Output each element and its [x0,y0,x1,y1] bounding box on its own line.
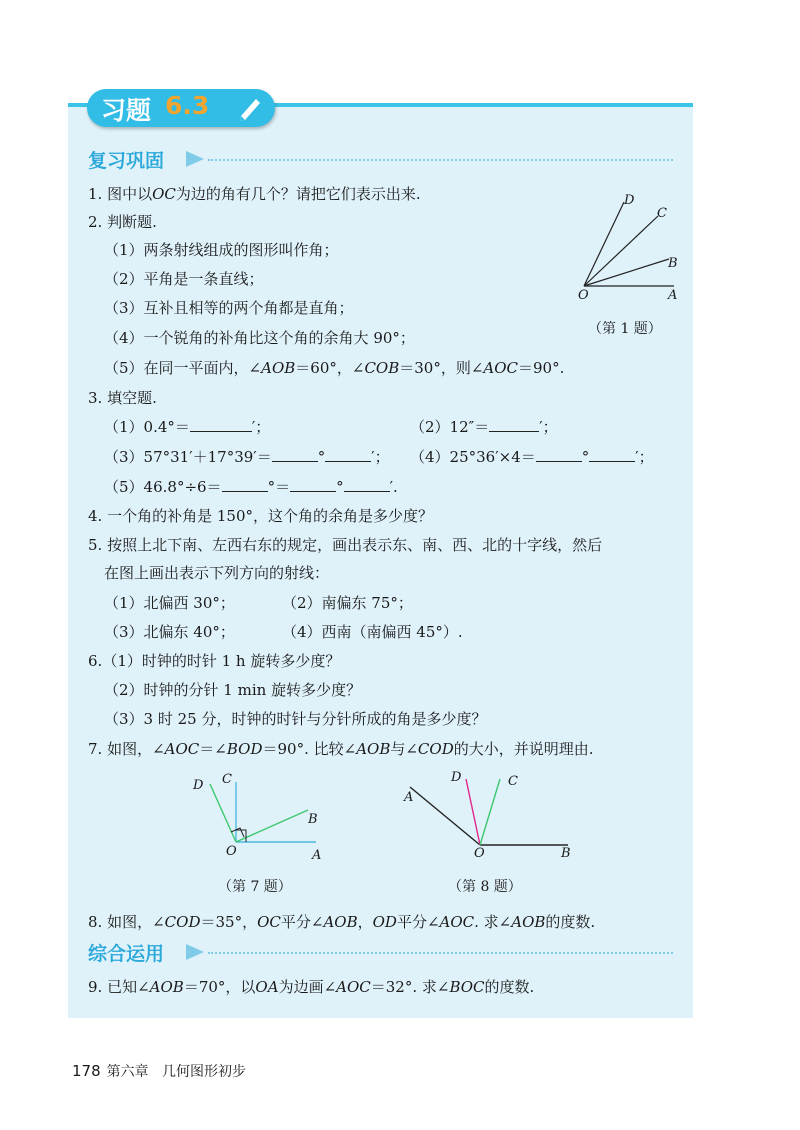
question-1: 1. 图中以OC为边的角有几个？请把它们表示出来. [88,185,421,203]
question-5-item-1: （1）北偏西 30°； [104,594,235,612]
question-2-item-5: （5）在同一平面内，∠AOB＝60°，∠COB＝30°，则∠AOC＝90°. [104,359,565,377]
figure-7-caption: （第 7 题） [218,879,292,895]
section-divider [208,159,673,161]
fig8-label-d: D [451,770,462,785]
question-3-item-5: （5）46.8°÷6＝ °＝ ° ′. [104,478,398,496]
fig7-label-b: B [308,812,318,827]
question-2-item-1: （1）两条射线组成的图形叫作角； [104,241,339,259]
question-5-item-3: （3）北偏东 40°； [104,623,235,641]
fig1-label-o: O [578,288,589,303]
fig7-label-o: O [226,844,237,859]
question-3-item-1: （1）0.4°＝ ′； [104,418,271,436]
question-7: 7. 如图，∠AOC＝∠BOD＝90°. 比较∠AOB与∠COD的大小，并说明理由. [88,740,594,758]
question-2-item-4: （4）一个锐角的补角比这个角的余角大 90°； [104,329,415,347]
chapter-label: 第六章 [106,1064,149,1080]
section-apply-label: 综合运用 [88,943,165,965]
fig8-label-a: A [404,790,414,805]
fig1-label-c: C [657,206,667,221]
page-number: 178 [72,1062,101,1080]
question-5-line-1: 5. 按照上北下南、左西右东的规定，画出表示东、南、西、北的十字线，然后 [88,536,603,554]
fig7-label-a: A [312,848,322,863]
fig8-label-o: O [474,846,485,861]
fig1-label-a: A [668,288,678,303]
question-6-item-2: （2）时钟的分针 1 min 旋转多少度？ [104,681,362,699]
question-5-line-2: 在图上画出表示下列方向的射线： [104,564,330,582]
exercise-title-tab [87,89,275,127]
question-6-item-3: （3）3 时 25 分，时钟的时针与分针所成的角是多少度？ [104,710,487,728]
question-3-item-3: （3）57°31′＋17°39′＝ ° ′； [104,448,390,466]
question-2-item-2: （2）平角是一条直线； [104,270,264,288]
fig7-label-d: D [193,778,204,793]
fig8-label-b: B [561,846,571,861]
question-9: 9. 已知∠AOB＝70°，以OA为边画∠AOC＝32°. 求∠BOC的度数. [88,978,535,996]
question-3-item-2: （2）12″＝ ′； [410,418,558,436]
figure-8-caption: （第 8 题） [448,879,522,895]
page-footer [72,1061,246,1081]
question-5-item-4: （4）西南（南偏西 45°）. [282,623,463,641]
fig1-label-b: B [668,256,678,271]
figure-8 [400,765,580,855]
fig7-label-c: C [222,772,232,787]
pencil-icon [235,93,265,123]
question-3-title: 3. 填空题. [88,389,157,407]
chapter-title: 几何图形初步 [162,1064,246,1080]
fig8-label-c: C [508,774,518,789]
question-5-item-2: （2）南偏东 75°； [282,594,413,612]
figure-1-caption: （第 1 题） [588,321,662,337]
section-review-label: 复习巩固 [88,150,165,172]
question-6-item-1: 6.（1）时钟的时针 1 h 旋转多少度？ [88,652,341,670]
exercise-number: 6.3 [165,91,210,120]
triangle-arrow-icon [186,151,204,167]
question-2-title: 2. 判断题. [88,213,157,231]
question-4: 4. 一个角的补角是 150°，这个角的余角是多少度？ [88,507,433,525]
question-2-item-3: （3）互补且相等的两个角都是直角； [104,299,354,317]
triangle-arrow-icon [186,944,204,960]
exercise-title: 习题 [101,96,152,125]
question-3-item-4: （4）25°36′×4＝ ° ′； [410,448,654,466]
section-divider [208,952,673,954]
question-8: 8. 如图，∠COD＝35°，OC平分∠AOB，OD平分∠AOC. 求∠AOB的度数. [88,913,596,931]
fig1-label-d: D [624,193,635,208]
